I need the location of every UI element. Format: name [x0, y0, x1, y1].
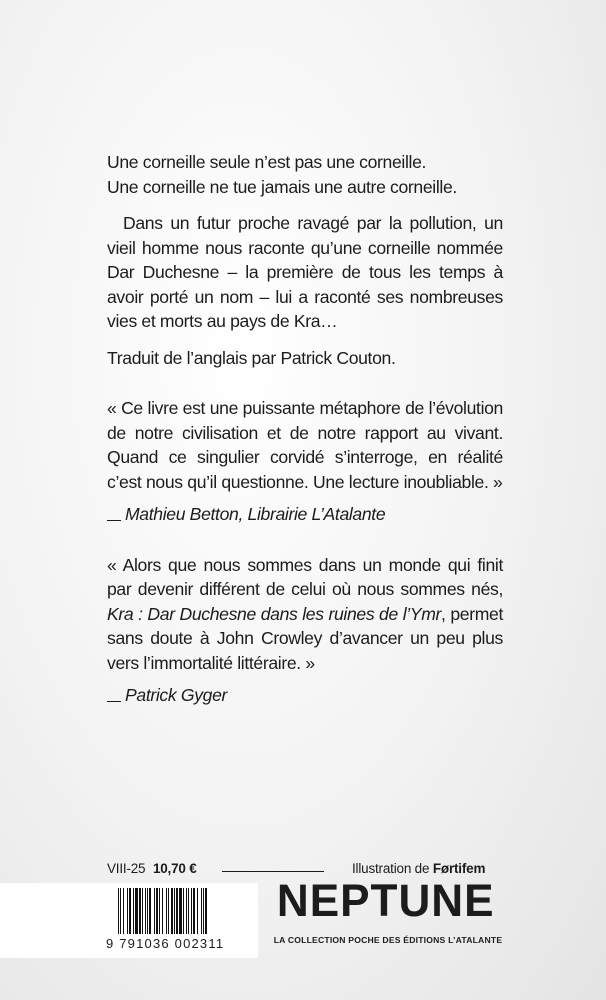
barcode	[0, 883, 258, 958]
quote-1-attribution	[107, 502, 503, 527]
back-cover-text	[107, 150, 503, 708]
collection-tagline: LA COLLECTION POCHE DES ÉDITIONS L’ATALANTE	[273, 935, 503, 945]
quote-1-attribution-text: Mathieu Betton, Librairie L’Atalante	[125, 504, 386, 524]
price: 10,70 €	[152, 861, 197, 876]
divider-rule	[222, 871, 324, 872]
illustration-credit	[352, 861, 485, 876]
barcode-number: 9 791036 002311	[106, 936, 225, 951]
quote-2-text-after: , permet sans doute à John Crowley d’avancer un peu plus vers l’immortalité littéraire. »	[107, 603, 504, 673]
illustrator-name: Førtifem	[432, 861, 486, 876]
barcode-icon	[118, 888, 250, 934]
collection-logo: NEPTUNE	[276, 875, 495, 926]
dash-icon	[107, 691, 121, 702]
quote-2-book-title: Kra : Dar Duchesne dans les ruines de l’Ymr	[107, 603, 442, 624]
epigraph-line-1: Une corneille seule n’est pas une corneille.	[107, 152, 427, 172]
epigraph-line-2: Une corneille ne tue jamais une autre corneille.	[107, 176, 457, 197]
translator-credit: Traduit de l’anglais par Patrick Couton.	[107, 347, 396, 368]
catalog-code: VIII-25	[107, 861, 146, 876]
dash-icon	[107, 510, 121, 521]
quote-2-attribution-text: Patrick Gyger	[125, 685, 228, 705]
quote-1: « Ce livre est une puissante métaphore de l’évolution de notre civilisation et de notre rapport au vivant. Quand ce singulier corvidé s’interroge, en réalité c’est nous qu’il questionne. Une lecture inoubliable. »	[107, 398, 503, 492]
quote-2	[107, 553, 503, 676]
epigraph	[107, 150, 503, 199]
quote-2-attribution	[107, 683, 503, 708]
price-line	[107, 861, 197, 876]
synopsis: Dans un futur proche ravagé par la pollution, un vieil homme nous raconte qu’une corneille nommée Dar Duchesne – la première de tous les temps à avoir porté un nom – lui a raconté ses nombreuses vies et morts au pays de Kra…	[107, 213, 503, 331]
illustration-label: Illustration de	[352, 861, 430, 876]
quote-2-text-before: « Alors que nous sommes dans un monde qui finit par devenir différent de celui où nous sommes nés,	[107, 554, 503, 599]
